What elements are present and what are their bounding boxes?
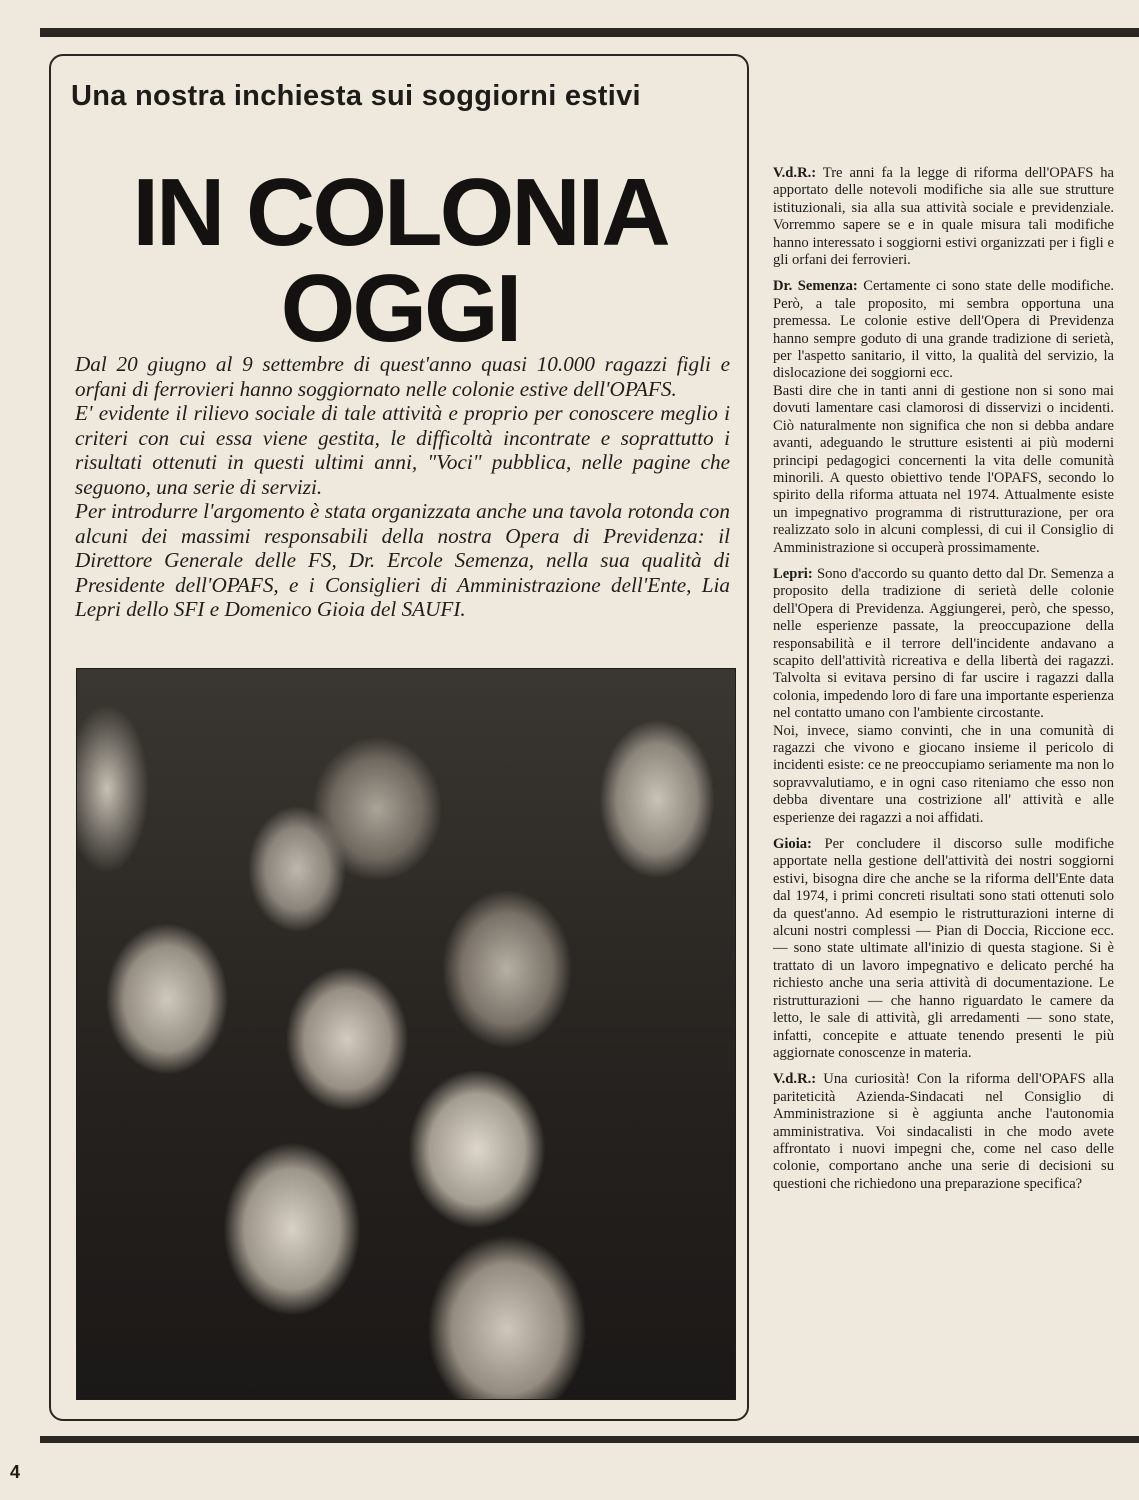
interview-paragraph	[773, 723, 1114, 827]
speaker-name: Lepri:	[773, 565, 813, 582]
interview-text: Sono d'accordo su quanto detto dal Dr. Semenza a proposito della tradizione di serietà delle colonie dell'Opera di Previdenza. Aggiungerei, però, che spesso, nelle esperienze passate, la preoccupazione della responsabilità e il terrore dell'incidente andavano a scapito dell'attività ricreativa e della libertà dei ragazzi. Talvolta si evitava persino di far uscire i ragazzi dalla colonia, impedendo loro di fare una importante esperienza nel contatto umano con l'ambiente circostante.	[773, 565, 1114, 722]
speaker-name: V.d.R.:	[773, 1071, 817, 1088]
lead-paragraph: Per introdurre l'argomento è stata organizzata anche una tavola rotonda con alcuni dei massimi responsabili della nostra Opera di Previdenza: il Direttore Generale delle FS, Dr. Ercole Semenza, nella sua qualità di Presidente dell'OPAFS, e i Consiglieri di Amministrazione dell'Ente, Lia Lepri dello SFI e Domenico Gioia del SAUFI.	[75, 499, 730, 621]
speaker-name: V.d.R.:	[773, 165, 817, 181]
interview-paragraph	[773, 566, 1114, 723]
page-number: 4	[10, 1462, 21, 1482]
lead-paragraph: Dal 20 giugno al 9 settembre di quest'anno quasi 10.000 ragazzi figli e orfani di ferrovieri hanno soggiornato nelle colonie estive dell'OPAFS.	[75, 352, 730, 401]
interview-column	[773, 165, 1114, 1193]
headline-line-2: OGGI	[280, 255, 520, 362]
interview-text: Una curiosità! Con la riforma dell'OPAFS alla pariteticità Azienda-Sindacati nel Consiglio di Amministrazione si è aggiunta anche l'autonomia amministrativa. Voi sindacalisti in che modo avete affrontato i nuovi impegni che, come nel caso delle colonie, comportano anche una serie di decisioni su questioni che richiedono una preparazione specifica?	[773, 1071, 1114, 1192]
children-group-photo	[76, 668, 736, 1400]
top-rule	[40, 28, 1139, 37]
interview-paragraph	[773, 165, 1114, 269]
interview-paragraph	[773, 836, 1114, 1062]
interview-paragraph	[773, 278, 1114, 382]
article-headline	[100, 159, 700, 362]
bottom-rule	[40, 1436, 1139, 1443]
article-kicker: Una nostra inchiesta sui soggiorni estivi	[71, 80, 641, 112]
headline-line-1: IN COLONIA	[132, 159, 668, 266]
interview-paragraph	[773, 1071, 1114, 1193]
interview-paragraph	[773, 383, 1114, 557]
lead-paragraph: E' evidente il rilievo sociale di tale attività e proprio per conoscere meglio i criteri con cui essa viene gestita, le difficoltà incontrate e soprattutto i risultati ottenuti in questi ultimi anni, "Voci" pubblica, nelle pagine che seguono, una serie di servizi.	[75, 401, 730, 499]
interview-text: Tre anni fa la legge di riforma dell'OPAFS ha apportato delle notevoli modifiche sia alle sue strutture istituzionali, sia alla sua attività sociale e previdenziale. Vorremmo sapere se e in quale misura tali modifiche hanno interessato i soggiorni estivi organizzati per i figli e gli orfani dei ferrovieri.	[773, 165, 1115, 269]
article-lead	[75, 352, 730, 622]
interview-text: Noi, invece, siamo convinti, che in una comunità di ragazzi che vivono e giocano insieme il pericolo di incidenti esiste: ce ne preoccupiamo seriamente ma non lo sopravvalutiamo, e in ogni caso riteniamo che esso non debba diventare una costrizione all' attività e alle esperienze dei ragazzi a noi affidati.	[773, 722, 1114, 826]
interview-text: Basti dire che in tanti anni di gestione non si sono mai dovuti lamentare casi clamorosi di disservizi o incidenti. Ciò naturalmente non significa che non si debba andare avanti, adeguando le strutture esistenti ai più moderni principi pedagogici concernenti la vita delle comunità minorili. A questo obiettivo tende l'OPAFS, secondo lo spirito della riforma attuata nel 1974. Attualmente esiste un impegnativo programma di ristrutturazione, per ora realizzato solo in alcuni complessi, di cui il Consiglio di Amministrazione si occuperà prossimamente.	[773, 382, 1114, 556]
interview-text: Certamente ci sono state delle modifiche. Però, a tale proposito, mi sembra opportuna una premessa. Le colonie estive dell'Opera di Previdenza hanno sempre goduto di una grande tradizione di serietà, per l'aspetto sanitario, il vitto, la qualità del servizio, la dislocazione dei soggiorni ecc.	[773, 278, 1115, 382]
speaker-name: Dr. Semenza:	[773, 278, 858, 295]
speaker-name: Gioia:	[773, 836, 812, 853]
interview-text: Per concludere il discorso sulle modifiche apportate nella gestione dell'attività dei nostri soggiorni estivi, bisogna dire che anche se la riforma dell'Ente data dal 1974, i primi concreti risultati sono stati ottenuti solo da quest'anno. Ad esempio le ristrutturazioni interne di alcuni nostri complessi — Pian di Doccia, Riccione ecc. — sono state ultimate all'inizio di questa stagione. Si è trattato di un lavoro impegnativo e delicato perché ha richiesto anche una seria attività di documentazione. Le ristrutturazioni — che hanno riguardato le camere da letto, le sale di attività, gli arredamenti — sono state, infatti, concepite e attuate tenendo presenti le più aggiornate conoscenze in materia.	[773, 836, 1115, 1061]
